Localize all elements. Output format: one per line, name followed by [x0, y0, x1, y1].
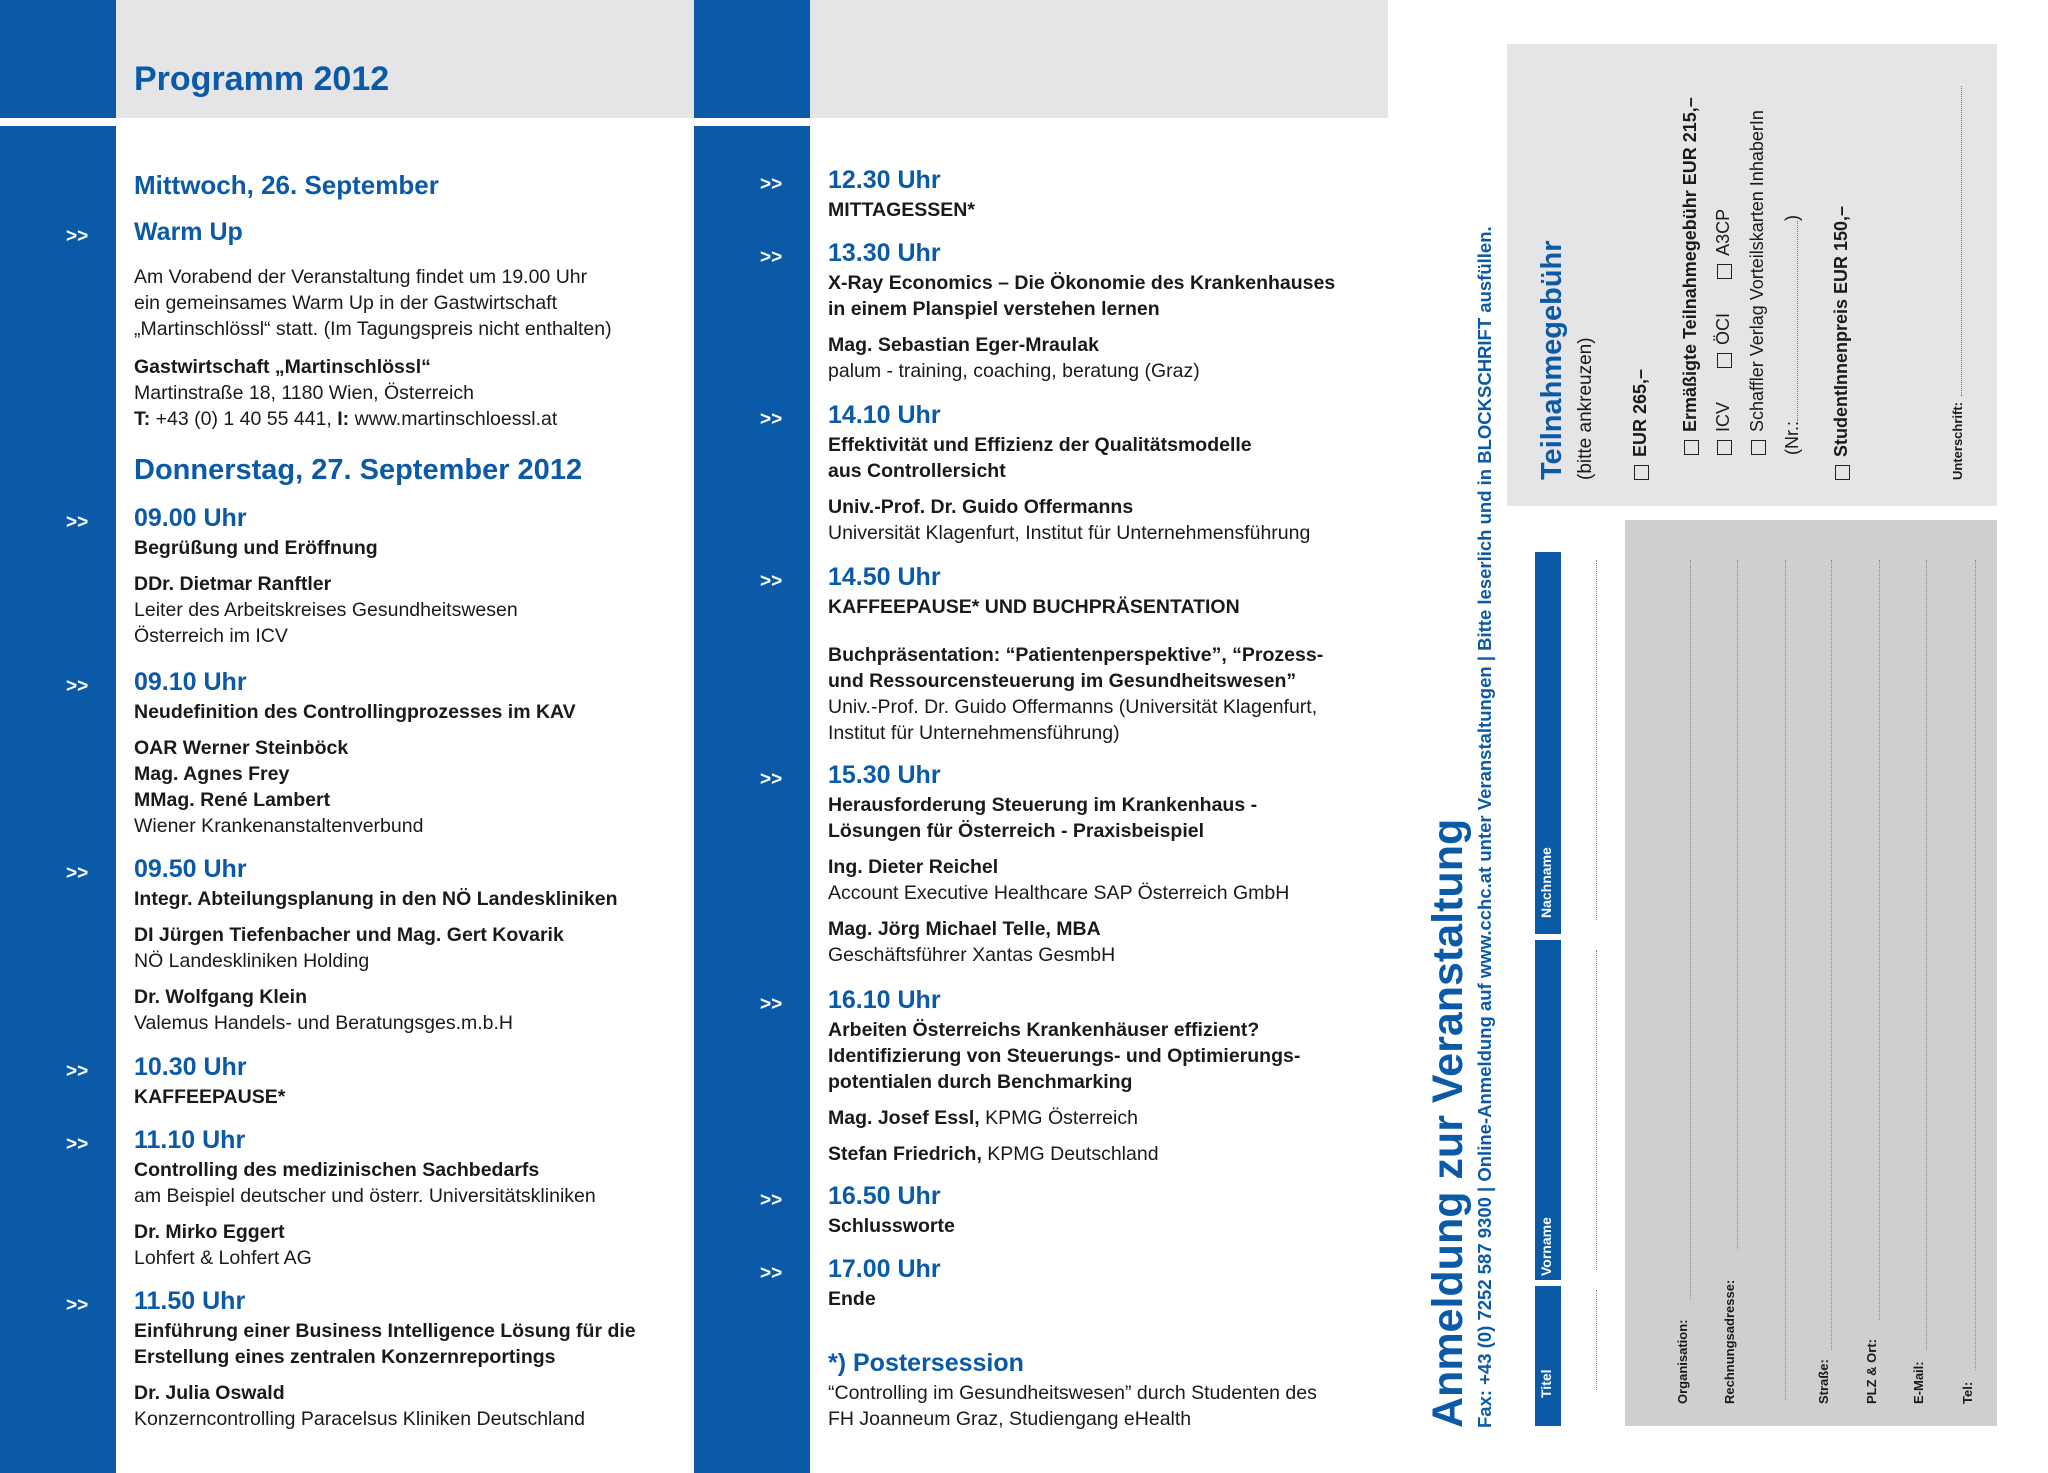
agenda-time: 10.30 Uhr — [134, 1053, 247, 1081]
tel-input[interactable] — [1975, 560, 1976, 1370]
form-panel-white-strip — [1507, 520, 1625, 1426]
speaker-affiliation: Universität Klagenfurt, Institut für Unternehmensführung — [828, 522, 1311, 544]
speaker-name: Mag. Jörg Michael Telle, MBA — [828, 918, 1101, 940]
agenda-title: in einem Planspiel verstehen lernen — [828, 298, 1160, 320]
warmup-title: Warm Up — [134, 218, 243, 246]
organisation-input[interactable] — [1690, 560, 1691, 1300]
book-title: und Ressourcensteuerung im Gesundheitswesen” — [828, 670, 1297, 692]
arrow-item: >> — [760, 769, 783, 790]
speaker-affiliation: Österreich im ICV — [134, 625, 288, 647]
speaker-affiliation: Valemus Handels- und Beratungsges.m.b.H — [134, 1012, 514, 1034]
agenda-title: MITTAGESSEN* — [828, 199, 975, 221]
agenda-title: KAFFEEPAUSE* — [134, 1086, 286, 1108]
rechnung-input-1[interactable] — [1737, 560, 1738, 1250]
agenda-title: Identifizierung von Steuerungs- und Optimierungs- — [828, 1045, 1301, 1067]
speaker-affiliation: KPMG Deutschland — [981, 1143, 1159, 1165]
strasse-label: Straße: — [1816, 1359, 1831, 1404]
book-author: Univ.-Prof. Dr. Guido Offermanns (Universität Klagenfurt, — [828, 696, 1318, 718]
fee-option-215[interactable] — [1680, 97, 1701, 455]
checkbox-schaffler[interactable] — [1751, 440, 1766, 455]
agenda-title: X-Ray Economics – Die Ökonomie des Krankenhauses — [828, 272, 1336, 294]
speaker-affiliation: Wiener Krankenanstaltenverbund — [134, 815, 424, 837]
warmup-text-line: „Martinschlössl“ statt. (Im Tagungspreis nicht enthalten) — [134, 318, 612, 340]
arrow-item: >> — [760, 409, 783, 430]
header-grey-band-2 — [810, 0, 1388, 118]
fee-sub-schaffler: Schaffler Verlag Vorteilskarten InhaberIn — [1747, 110, 1767, 432]
speaker-affiliation: NÖ Landeskliniken Holding — [134, 950, 370, 972]
speaker-line — [828, 1105, 1138, 1131]
arrow-item: >> — [66, 1295, 89, 1316]
speaker-line — [828, 1141, 1159, 1167]
agenda-title: Effektivität und Effizienz der Qualitätsmodelle — [828, 434, 1252, 456]
rechnung-label: Rechnungsadresse: — [1722, 1279, 1737, 1404]
left-blue-bar — [0, 0, 116, 1473]
speaker-affiliation: Konzerncontrolling Paracelsus Kliniken Deutschland — [134, 1408, 585, 1430]
agenda-title: Herausforderung Steuerung im Krankenhaus - — [828, 794, 1258, 816]
warmup-text-line: Am Vorabend der Veranstaltung findet um 19.00 Uhr — [134, 266, 588, 288]
speaker-name: Mag. Agnes Frey — [134, 763, 290, 785]
agenda-time: 14.10 Uhr — [828, 401, 941, 429]
agenda-time: 11.50 Uhr — [134, 1287, 246, 1315]
agenda-subtitle: am Beispiel deutscher und österr. Universitätskliniken — [134, 1185, 596, 1207]
page-title: Programm 2012 — [134, 60, 390, 98]
titel-header-bar — [1535, 1286, 1561, 1426]
middle-blue-bar — [694, 0, 810, 1473]
tel-label: Tel: — [1960, 1381, 1975, 1404]
organisation-label: Organisation: — [1675, 1319, 1690, 1404]
titel-input[interactable] — [1596, 1290, 1597, 1390]
arrow-item: >> — [66, 863, 89, 884]
agenda-time: 17.00 Uhr — [828, 1255, 941, 1283]
agenda-time: 16.10 Uhr — [828, 986, 941, 1014]
agenda-time: 15.30 Uhr — [828, 761, 941, 789]
fee-option-150-label: StudentInnenpreis EUR 150,– — [1831, 205, 1851, 457]
vorname-label: Vorname — [1538, 1217, 1554, 1276]
speaker-affiliation: Geschäftsführer Xantas GesmbH — [828, 944, 1116, 966]
agenda-title: Arbeiten Österreichs Krankenhäuser effizient? — [828, 1019, 1260, 1041]
fee-sub-row2 — [1747, 110, 1768, 455]
speaker-name: Mag. Sebastian Eger-Mraulak — [828, 334, 1099, 356]
warmup-contact — [134, 406, 557, 432]
agenda-time: 13.30 Uhr — [828, 239, 941, 267]
speaker-affiliation: Leiter des Arbeitskreises Gesundheitswesen — [134, 599, 518, 621]
arrow-item: >> — [760, 174, 783, 195]
agenda-title: Begrüßung und Eröffnung — [134, 537, 378, 559]
strasse-input[interactable] — [1831, 560, 1832, 1350]
arrow-item: >> — [66, 512, 89, 533]
fee-sub-row1 — [1713, 209, 1734, 455]
signature-input[interactable] — [1961, 86, 1962, 396]
nr-input[interactable] — [1797, 221, 1798, 421]
poster-title: *) Postersession — [828, 1349, 1024, 1377]
registration-title: Anmeldung zur Veranstaltung — [1424, 818, 1472, 1428]
agenda-title: Controlling des medizinischen Sachbedarfs — [134, 1159, 540, 1181]
tel-number: +43 (0) 1 40 55 441, — [150, 408, 338, 430]
fee-nr-close: ) — [1782, 215, 1802, 221]
speaker-name: Dr. Mirko Eggert — [134, 1221, 285, 1243]
fee-sub-row3 — [1782, 215, 1803, 455]
checkbox-150[interactable] — [1835, 465, 1850, 480]
speaker-affiliation: KPMG Österreich — [979, 1107, 1138, 1129]
arrow-item: >> — [760, 247, 783, 268]
email-input[interactable] — [1926, 560, 1927, 1350]
nachname-label: Nachname — [1538, 847, 1554, 918]
fee-option-265[interactable] — [1630, 369, 1651, 480]
plz-label: PLZ & Ort: — [1864, 1339, 1879, 1404]
agenda-title: Einführung einer Business Intelligence Lösung für die — [134, 1320, 636, 1342]
agenda-time: 09.50 Uhr — [134, 855, 247, 883]
speaker-name: Univ.-Prof. Dr. Guido Offermanns — [828, 496, 1134, 518]
fee-sub-icv: ICV — [1713, 401, 1733, 432]
agenda-title: potentialen durch Benchmarking — [828, 1071, 1133, 1093]
speaker-name: Stefan Friedrich, — [828, 1143, 982, 1165]
checkbox-265[interactable] — [1634, 465, 1649, 480]
speaker-name: DI Jürgen Tiefenbacher und Mag. Gert Kovarik — [134, 924, 564, 946]
fee-option-150[interactable] — [1831, 206, 1852, 480]
warmup-text-line: ein gemeinsames Warm Up in der Gastwirtschaft — [134, 292, 558, 314]
fee-option-265-label: EUR 265,– — [1630, 368, 1650, 457]
speaker-affiliation: Account Executive Healthcare SAP Österreich GmbH — [828, 882, 1290, 904]
speaker-name: DDr. Dietmar Ranftler — [134, 573, 332, 595]
tel-label: T: — [134, 408, 151, 430]
warmup-venue: Gastwirtschaft „Martinschlössl“ — [134, 356, 431, 378]
arrow-item: >> — [760, 1190, 783, 1211]
arrow-item: >> — [760, 1263, 783, 1284]
agenda-title: Neudefinition des Controllingprozesses im KAV — [134, 701, 576, 723]
checkbox-215[interactable] — [1684, 440, 1699, 455]
agenda-time: 09.10 Uhr — [134, 668, 247, 696]
day-2-heading: Donnerstag, 27. September 2012 — [134, 454, 583, 486]
speaker-affiliation: Lohfert & Lohfert AG — [134, 1247, 312, 1269]
checkbox-a3cp[interactable] — [1717, 264, 1732, 279]
warmup-address: Martinstraße 18, 1180 Wien, Österreich — [134, 382, 474, 404]
arrow-warmup: >> — [66, 226, 89, 247]
fee-option-215-label: Ermäßigte Teilnahmegebühr EUR 215,– — [1680, 97, 1700, 432]
speaker-name: MMag. René Lambert — [134, 789, 331, 811]
signature-label: Unterschrift: — [1950, 401, 1965, 480]
agenda-time: 12.30 Uhr — [828, 166, 941, 194]
web-url[interactable]: www.martinschloessl.at — [349, 408, 558, 430]
book-author: Institut für Unternehmensführung) — [828, 722, 1120, 744]
web-label: I: — [337, 408, 350, 430]
agenda-title: Schlussworte — [828, 1215, 955, 1237]
day-1-heading: Mittwoch, 26. September — [134, 170, 439, 200]
agenda-title: Ende — [828, 1288, 876, 1310]
speaker-name: Dr. Julia Oswald — [134, 1382, 285, 1404]
signature-row — [1950, 86, 1965, 480]
fee-note: (bitte ankreuzen) — [1575, 337, 1596, 480]
fee-sub-a3cp: A3CP — [1713, 208, 1733, 256]
agenda-title: aus Controllersicht — [828, 460, 1006, 482]
poster-text: “Controlling im Gesundheitswesen” durch Studenten des — [828, 1382, 1317, 1404]
speaker-affiliation: palum - training, coaching, beratung (Graz) — [828, 360, 1200, 382]
agenda-title: Erstellung eines zentralen Konzernreportings — [134, 1346, 556, 1368]
book-title: Buchpräsentation: “Patientenperspektive”, “Prozess- — [828, 644, 1324, 666]
header-grey-band-1 — [116, 0, 694, 118]
vorname-input[interactable] — [1596, 950, 1597, 1270]
header-gap-left — [0, 118, 1388, 126]
plz-input[interactable] — [1879, 560, 1880, 1320]
checkbox-oci[interactable] — [1717, 353, 1732, 368]
speaker-name: Ing. Dieter Reichel — [828, 856, 999, 878]
rechnung-input-2[interactable] — [1785, 560, 1786, 1400]
speaker-name: Dr. Wolfgang Klein — [134, 986, 307, 1008]
fee-sub-oci: ÖCI — [1713, 312, 1733, 345]
arrow-item: >> — [760, 994, 783, 1015]
registration-subtitle: Fax: +43 (0) 7252 587 9300 | Online-Anmeldung auf www.cchc.at unter Veranstaltungen | Bitte leserlich und in BLOCKSCHRIFT ausfüllen. — [1474, 226, 1495, 1428]
arrow-item: >> — [760, 571, 783, 592]
agenda-time: 09.00 Uhr — [134, 504, 247, 532]
agenda-title: Lösungen für Österreich - Praxisbeispiel — [828, 820, 1205, 842]
arrow-item: >> — [66, 1134, 89, 1155]
email-label: E-Mail: — [1911, 1361, 1926, 1404]
titel-label: Titel — [1538, 1369, 1554, 1398]
agenda-time: 11.10 Uhr — [134, 1126, 246, 1154]
poster-text: FH Joanneum Graz, Studiengang eHealth — [828, 1408, 1192, 1430]
speaker-name: Mag. Josef Essl, — [828, 1107, 980, 1129]
fee-nr-open: (Nr.: — [1782, 421, 1802, 455]
agenda-title: Integr. Abteilungsplanung in den NÖ Landeskliniken — [134, 888, 618, 910]
agenda-time: 16.50 Uhr — [828, 1182, 941, 1210]
agenda-time: 14.50 Uhr — [828, 563, 941, 591]
agenda-title: KAFFEEPAUSE* UND BUCHPRÄSENTATION — [828, 596, 1240, 618]
speaker-name: OAR Werner Steinböck — [134, 737, 349, 759]
fee-title: Teilnahmegebühr — [1536, 240, 1568, 480]
arrow-item: >> — [66, 676, 89, 697]
nachname-input[interactable] — [1596, 560, 1597, 920]
checkbox-icv[interactable] — [1717, 440, 1732, 455]
arrow-item: >> — [66, 1061, 89, 1082]
